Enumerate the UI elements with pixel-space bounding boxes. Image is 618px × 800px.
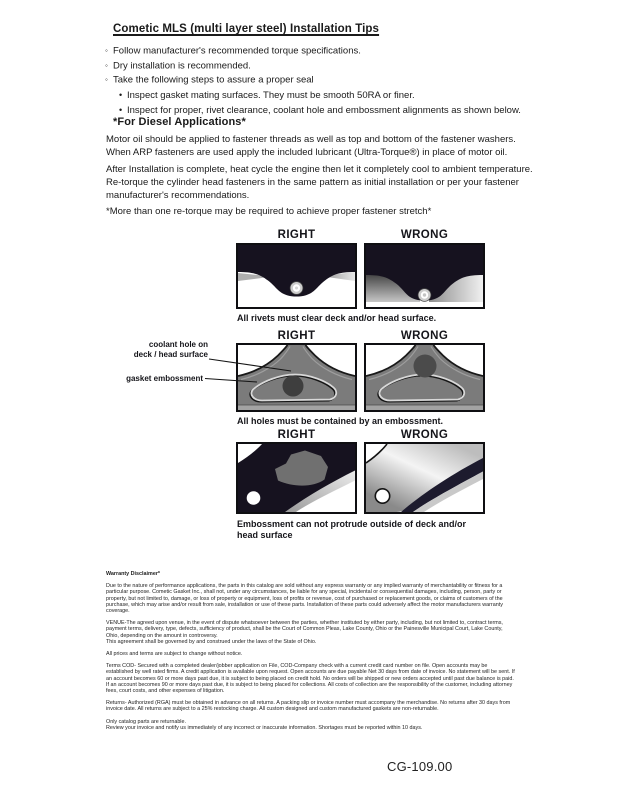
legal-paragraph: This agreement shall be governed by and construed under the laws of the State of Ohio. [106,638,317,645]
bullet-marker: ◦ [105,46,108,55]
legal-paragraph: Terms COD- Secured with a completed dealer/jobber application on File, COD-Company check with a current credit card number on file. Open accounts may be established by well rated firms. A credit application is available upon request. Open accounts are due payable Net 30 days from date of invoice. No statement will be sent. If an account becomes 60 or more days past due, it is subject to being placed on credit hold. No orders will be shipped or new orders accepted until past due balance is paid. If an account becomes 90 or more days past due, it is subject to being placed for collections. All costs of collection are the responsibility of the customer, including attorney fees, court costs, and other expenses of litigation. [106,663,515,695]
diesel-paragraph: After Installation is complete, heat cycle the engine then let it completely cool to ambient temperature. Re-torque the cylinder head fasteners in the same pattern as initial installation or per your fastener manufacturer's recommendations. [106,164,533,201]
tips-list [105,44,553,118]
embossment-right-drawing [238,444,355,512]
annotation-line: deck / head surface [133,349,208,359]
figure-caption: Embossment can not protrude outside of deck and/or head surface [237,519,467,540]
diesel-applications-heading: *For Diesel Applications* [113,116,246,128]
rivet-right-drawing [238,245,355,307]
figure-label-wrong: WRONG [400,429,449,441]
list-item [105,88,553,103]
coolant-hole-right-drawing [238,345,355,410]
figure-caption: All holes must be contained by an embossment. [237,416,444,426]
list-item-text: Inspect for proper, rivet clearance, coolant hole and embossment alignments as shown below. [127,104,521,116]
bullet-marker: ◦ [105,75,108,84]
diesel-paragraph: Motor oil should be applied to fastener threads as well as top and bottom of the fastener washers. When ARP fasteners are used apply the included lubricant (Ultra-Torque®) in place of motor oil. [106,134,516,158]
coolant-hole-wrong-drawing [366,345,483,410]
bullet-marker: ◦ [105,60,108,70]
list-item-text: Dry installation is recommended. [113,60,251,71]
legal-paragraph: Due to the nature of performance applications, the parts in this catalog are sold without any express warranty or any implied warranty of merchantability or fitness for a particular purpose. Cometic Gasket Inc., shall not, under any circumstances, be liable for any special, incidental or consequential damages, including, person, party or property, but not limited to, damage, or loss of property or equipment, loss of profits or revenue, cost of purchased or replacement goods, or claims of customers of the purchase, which may arise and/or result from sale, installation or use of these parts. Installation of these parts could adversely affect the motor manufacturers warranty coverage. [106,583,503,615]
coolant-hole-wrong-diagram [364,343,485,412]
list-item [105,73,553,88]
list-item-text: Take the following steps to assure a proper seal [113,74,314,86]
figure-caption: All rivets must clear deck and/or head surface. [237,313,437,323]
embossment-right-diagram [236,442,357,514]
list-item-text: Inspect gasket mating surfaces. They must be smooth 50RA or finer. [127,89,415,101]
warranty-disclaimer-heading: Warranty Disclaimer* [106,571,161,577]
figure-label-right: RIGHT [277,229,316,241]
retorque-note: *More than one re-torque may be required to achieve proper fastener stretch* [106,206,432,217]
bullet-marker: • [119,89,123,100]
legal-section [106,571,515,737]
figure-label-wrong: WRONG [400,229,449,241]
list-item [105,59,553,74]
figure-label-right: RIGHT [277,330,316,342]
list-item [105,44,553,59]
coolant-hole-annotation [118,340,208,359]
embossment-wrong-diagram [364,442,485,514]
rivet-wrong-diagram [364,243,485,309]
rivet-wrong-drawing [366,245,483,307]
page-code: CG-109.00 [387,759,453,774]
figure-label-wrong: WRONG [400,330,449,342]
legal-paragraph: VENUE-The agreed upon venue, in the event of dispute whatsoever between the parties, whether instituted by either party, including, but not limited to, contract terms, payment terms, delivery, type, defects, sufficiency of product, shall be the Court of Common Pleas, Lake County, Ohio or the Painesville Municipal Court, Lake County, Ohio, depending on the amount in controversy. [106,620,503,639]
legal-paragraph: Only catalog parts are returnable. [106,718,187,725]
annotation-line: coolant hole on [148,340,208,349]
gasket-embossment-annotation: gasket embossment [126,374,203,383]
rivet-right-diagram [236,243,357,309]
legal-paragraph: All prices and terms are subject to change without notice. [106,651,243,658]
coolant-hole-right-diagram [236,343,357,412]
figure-label-right: RIGHT [277,429,316,441]
legal-paragraph: Review your invoice and notify us immediately of any incorrect or inaccurate information. Shortages must be reported within 10 days. [106,724,423,731]
page-title: Cometic MLS (multi layer steel) Installation Tips [113,23,380,35]
bullet-marker: • [119,104,123,115]
legal-paragraph: Returns- Authorized (RGA) must be obtained in advance on all returns. A packing slip or invoice number must accompany the merchandise. No returns after 30 days from invoice date. All returns are subject to a 25% restocking charge. All custom designed and custom manufactured gaskets are non-returnable. [106,700,511,713]
embossment-wrong-drawing [366,444,483,512]
list-item-text: Follow manufacturer's recommended torque specifications. [113,45,361,57]
